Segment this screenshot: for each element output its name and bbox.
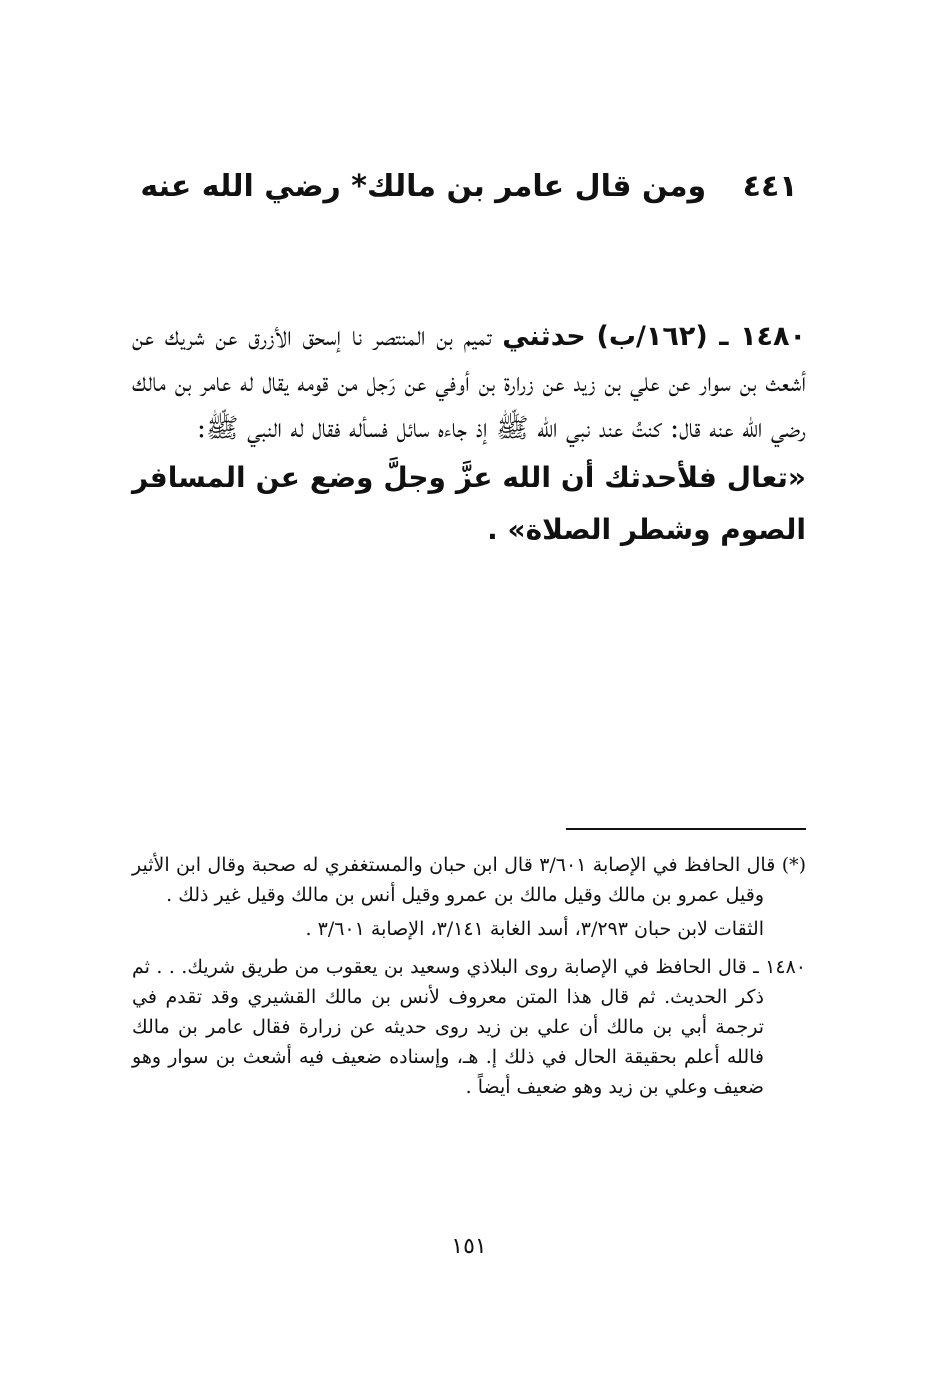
footnote-hadith-1480 [132,952,806,1102]
footnote-text: قال الحافظ في الإصابة روى البلاذي وسعيد بن يعقوب من طريق شريك. . . ثم ذكر الحديث. ثم قال هذا المتن معروف لأنس بن مالك القشيري وقد تقدم في ترجمة أبي بن مالك أن علي بن زيد روى حديثه عن زرارة فقال عامر بن مالك فالله أعلم بحقيقة الحال في ذلك إ. هـ، وإسناده ضعيف فيه أشعث بن سوار وهو ضعيف وعلي بن زيد وهو ضعيف أيضاً . [132,956,764,1098]
chapter-heading [0,162,938,212]
chapter-title: ومن قال عامر بن مالك* رضي الله عنه [140,169,707,204]
chapter-number: ٤٤١ [742,169,798,204]
footnote-marker: (*) [781,854,807,876]
footnotes [132,850,806,1110]
hadith-isnad: تميم بن المنتصر نا إسحق الأزرق عن شريك عن أشعث بن سوار عن علي بن زيد عن زرارة بن أوفي عن رَجل من قومه يقال له عامر بن مالك رضي الله عنه قال: كنتُ عند نبي الله ﷺ إذ جاءه سائل فسأله فقال له النبي ﷺ: [132,321,806,444]
hadith-number: ١٤٨٠ ـ (١٦٢/ب) [596,321,806,352]
footnote-biography [132,850,806,944]
footnote-separator [566,828,806,830]
page-number: ١٥١ [451,1234,487,1259]
hadith-block [132,314,806,556]
footnote-references: الثقات لابن حبان ٣/٢٩٣، أسد الغابة ٣/١٤١، الإصابة ٣/٦٠١ . [305,918,764,940]
hadith-matn: «تعال فلأحدثك أن الله عزَّ وجلَّ وضع عن المسافر الصوم وشطر الصلاة» . [132,461,806,546]
footnote-marker: ١٤٨٠ ـ [753,956,806,978]
hadith-lead: حدثني [502,321,586,352]
footnote-text: قال الحافظ في الإصابة ٣/٦٠١ قال ابن حبان والمستغفري له صحبة وقال ابن الأثير وقيل عمرو بن مالك وقيل مالك بن عمرو وقيل أنس بن مالك وقيل غير ذلك . [132,854,776,906]
